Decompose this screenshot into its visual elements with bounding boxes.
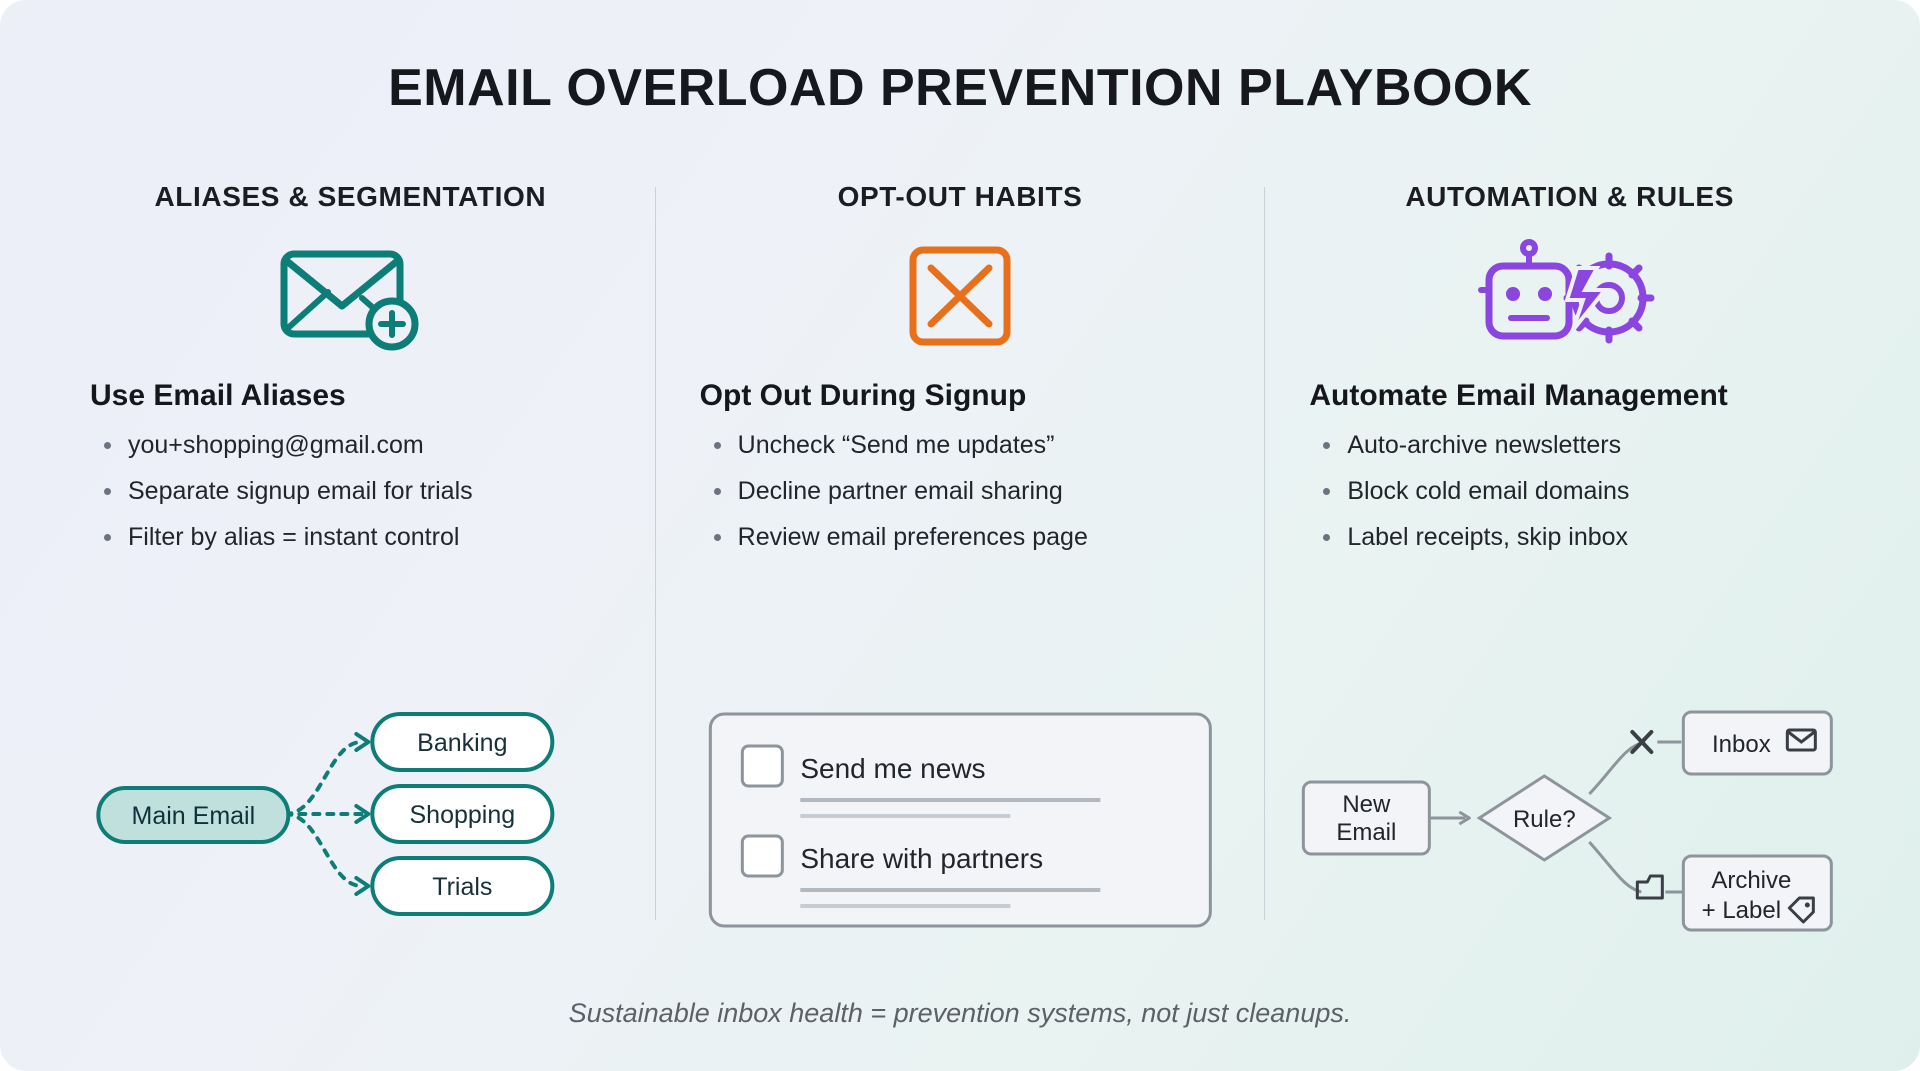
list-item: Label receipts, skip inbox [1323,523,1858,552]
column-header: OPT-OUT HABITS [837,181,1083,212]
list-item: Decline partner email sharing [714,477,1249,506]
list-item: Separate signup email for trials [104,477,639,506]
column-subhead: Opt Out During Signup [699,379,1027,412]
column-header: AUTOMATION & RULES [1405,181,1734,212]
list-item: Filter by alias = instant control [104,523,639,552]
column-header: ALIASES & SEGMENTATION [154,181,547,212]
alias-branch-label: Trials [432,873,493,901]
columns-container [46,175,1874,950]
alias-branch-diagram [46,684,655,944]
page-title: EMAIL OVERLOAD PREVENTION PLAYBOOK [388,59,1532,117]
flow-archive-label-line2: + Label [1701,897,1782,924]
column-aliases-segmentation [46,175,655,950]
flow-decision-label: Rule? [1513,806,1577,833]
flow-inbox-label: Inbox [1712,731,1772,758]
list-item: you+shopping@gmail.com [104,431,639,460]
footer-note: Sustainable inbox health = prevention systems, not just cleanups. [568,998,1352,1028]
column-subhead: Use Email Aliases [90,379,346,412]
flow-start-label-line1: New [1342,791,1391,818]
column-automation-rules [1265,175,1874,950]
checkbox-label-send-me-news: Send me news [800,753,986,784]
envelope-plus-icon [62,231,639,361]
robot-gear-icon [1281,231,1858,361]
checkbox-x-icon [672,231,1249,361]
list-item: Auto-archive newsletters [1323,431,1858,460]
rule-flow-diagram [1265,684,1874,944]
alias-branch-label: Shopping [409,801,516,829]
flow-archive-label-line1: Archive [1711,867,1792,894]
flow-start-label-line2: Email [1336,819,1397,846]
checkbox-send-me-news[interactable] [742,746,782,786]
alias-branch-label: Banking [417,729,508,757]
column-subhead: Automate Email Management [1309,379,1728,412]
checkbox-share-with-partners[interactable] [742,836,782,876]
list-item: Block cold email domains [1323,477,1858,506]
list-item: Review email preferences page [714,523,1249,552]
bullet-list [672,431,1249,551]
alias-source-label: Main Email [131,802,256,830]
bullet-list [62,431,639,551]
signup-checkbox-form [656,684,1265,944]
list-item: Uncheck “Send me updates” [714,431,1249,460]
checkbox-label-share-with-partners: Share with partners [800,843,1043,874]
bullet-list [1281,431,1858,551]
column-opt-out-habits [656,175,1265,950]
